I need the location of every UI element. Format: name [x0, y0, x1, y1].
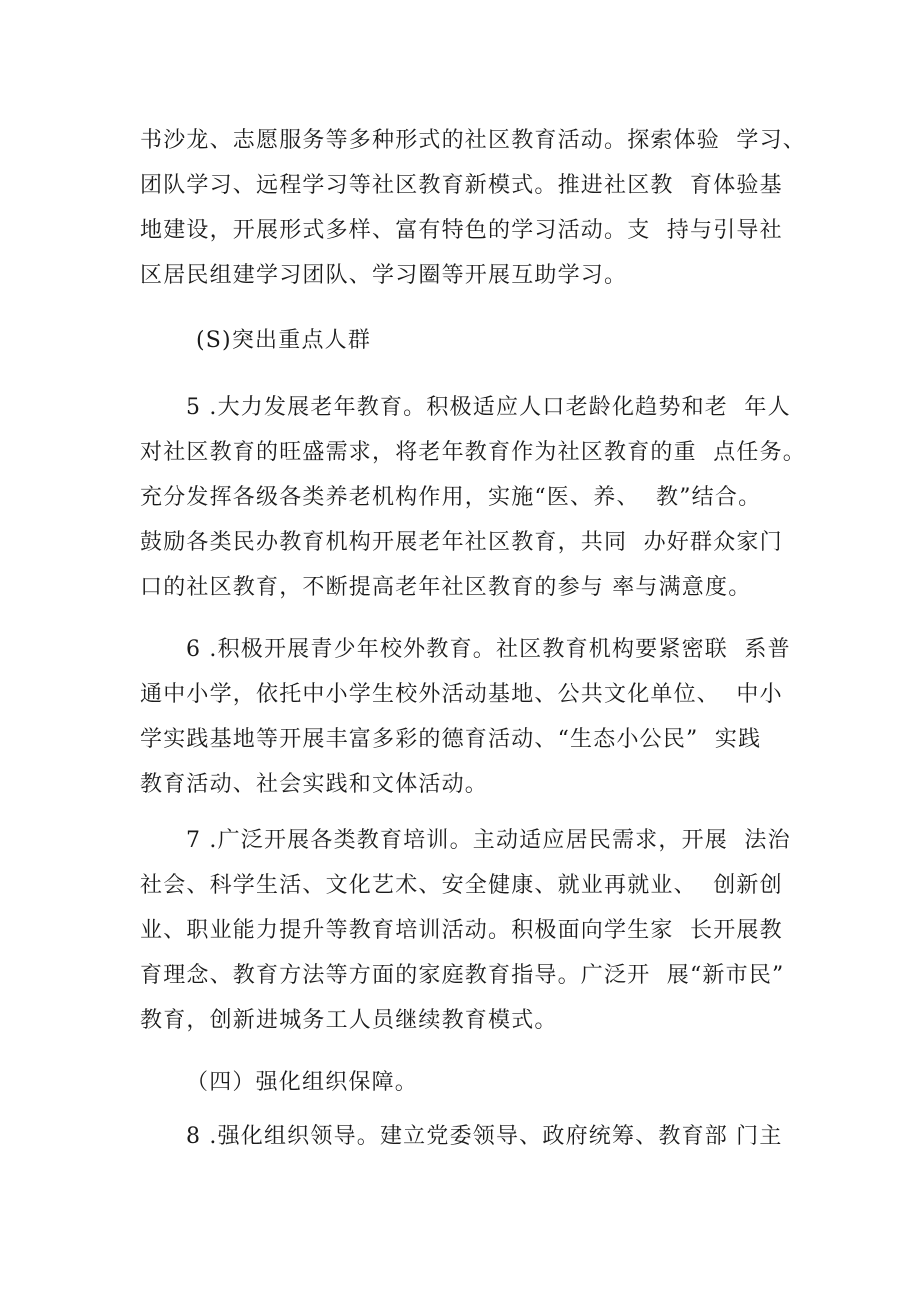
text-line: 通中小学，依托中小学生校外活动基地、公共文化单位、 中小: [140, 682, 783, 707]
text-line: 书沙龙、志愿服务等多种形式的社区教育活动。探索体验 学习、: [140, 128, 806, 153]
text-line: 7 .广泛开展各类教育培训。主动适应居民需求，开展 法治: [186, 828, 791, 853]
text-line: 6 .积极开展青少年校外教育。社区教育机构要紧密联 系普: [186, 637, 791, 662]
text-line: 业、职业能力提升等教育培训活动。积极面向学生家 长开展教: [140, 918, 783, 943]
text-line: 教育，创新进城务工人员继续教育模式。: [140, 1008, 558, 1033]
text-line: 5 .大力发展老年教育。积极适应人口老龄化趋势和老 年人: [186, 395, 791, 420]
text-line: 充分发挥各级各类养老机构作用，实施“医、养、 教”结合。: [140, 485, 762, 510]
text-line: 地建设，开展形式多样、富有特色的学习活动。支 持与引导社: [140, 218, 783, 243]
text-line: 学实践基地等开展丰富多彩的德育活动、“生态小公民” 实践: [140, 727, 762, 752]
text-line: 社会、科学生活、文化艺术、安全健康、就业再就业、 创新创: [140, 873, 783, 898]
text-line: 鼓励各类民办教育机构开展老年社区教育，共同 办好群众家门: [140, 530, 783, 555]
text-line: 育理念、教育方法等方面的家庭教育指导。广泛开 展“新市民”: [140, 963, 785, 988]
text-line: 8 .强化组织领导。建立党委领导、政府统筹、教育部 门主: [186, 1124, 783, 1149]
section-heading: (S)突出重点人群: [196, 328, 372, 353]
text-line: 团队学习、远程学习等社区教育新模式。推进社区教 育体验基: [140, 173, 783, 198]
text-line: 口的社区教育，不断提高老年社区教育的参与 率与满意度。: [140, 575, 752, 600]
text-line: 对社区教育的旺盛需求，将老年教育作为社区教育的重 点任务。: [140, 440, 806, 465]
text-line: 教育活动、社会实践和文体活动。: [140, 772, 489, 797]
text-line: 区居民组建学习团队、学习圈等开展互助学习。: [140, 263, 628, 288]
section-heading: （四）强化组织保障。: [186, 1070, 419, 1095]
